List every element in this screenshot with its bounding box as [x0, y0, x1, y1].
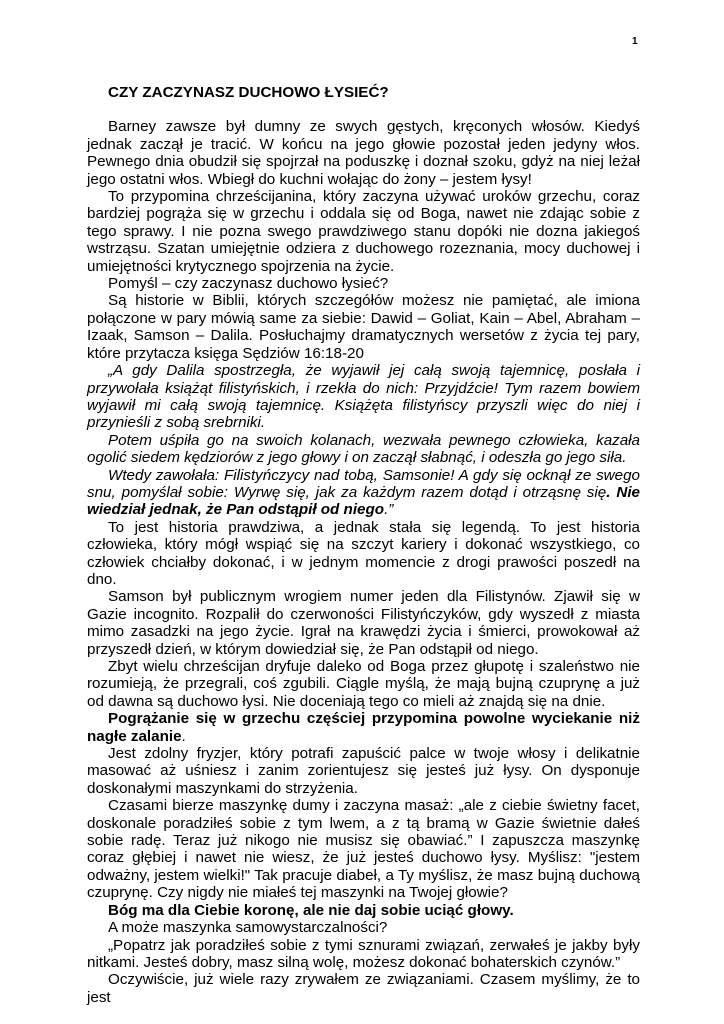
- emphasis-paragraph: Bóg ma dla Ciebie koronę, ale nie daj sobie uciąć głowy.: [108, 901, 514, 919]
- paragraph: Jest zdolny fryzjer, który potrafi zapuścić palce w twoje włosy i delikatnie masować aż uśniesz i zanim zorientujesz się jesteś już łysy. On dysponuje doskonałymi maszynkami do strzyżenia.: [87, 745, 640, 797]
- paragraph: „Popatrz jak poradziłeś sobie z tymi sznurami związań, zerwałeś je jakby były nitkami. Jesteś dobry, masz silną wolę, możesz dokonać bohaterskich czynów.”: [87, 936, 640, 971]
- emphasis-text: Pogrążanie się w grzechu częściej przypomina powolne wyciekanie niż nagłe zalanie: [87, 710, 640, 745]
- article-title: CZY ZACZYNASZ DUCHOWO ŁYSIEĆ?: [108, 84, 389, 101]
- quote-text: Wtedy zawołała: Filistyńczycy nad tobą, Samsonie! A gdy się ocknął ze swego snu, pomyślał sobie: Wyrwę się, jak za każdym razem dotąd i otrząsnę się: [87, 466, 640, 501]
- paragraph: Pomyśl – czy zaczynasz duchowo łysieć?: [108, 275, 389, 293]
- paragraph: Czasami bierze maszynkę dumy i zaczyna masaż: „ale z ciebie świetny facet, doskonale poradziłeś sobie z tym lwem, a z tą bramą w Gazie świetnie dałeś sobie radę. Teraz już nikogo nie musisz się obawiać.” I zapuszcza maszynkę coraz głębiej i nawet nie wiesz, że już jesteś duchowo łysy. Myślisz: "jestem odważny, jestem wielki!" Tak pracuje diabeł, a Ty myślisz, że masz bujną duchową czuprynę. Czy nigdy nie miałeś tej maszynki na Twojej głowie?: [87, 797, 640, 902]
- article-body: [87, 84, 640, 1006]
- page-number: 1: [632, 36, 638, 47]
- bible-quote: „A gdy Dalila spostrzegła, że wyjawił jej całą swoją tajemnicę, posłała i przywołała książąt filistyńskich, i rzekła do nich: Przyjdźcie! Tym razem bowiem wyjawił mi całą swoją tajemnicę. Książęta filistyńscy przyszli więc do niej i przynieśli z sobą srebrniki.: [87, 362, 640, 432]
- quote-end: .”: [384, 501, 394, 519]
- paragraph: To przypomina chrześcijanina, który zaczyna używać uroków grzechu, coraz bardziej pogrąża się w grzechu i oddala się od Boga, nawet nie zdając sobie z tego sprawy. I nie pozna swego prawdziwego stanu dopóki nie dozna jakiegoś wstrząsu. Szatan umiejętnie odziera z duchowego rozeznania, mocy duchowej i umiejętności krytycznego spojrzenia na życie.: [87, 188, 640, 275]
- bible-quote: [87, 467, 640, 519]
- paragraph: Oczywiście, już wiele razy zrywałem ze związaniami. Czasem myślimy, że to jest: [87, 971, 640, 1006]
- paragraph: [87, 710, 640, 745]
- paragraph: Zbyt wielu chrześcijan dryfuje daleko od Boga przez głupotę i szaleństwo nie rozumieją, że przegrali, coś zgubili. Ciągle myślą, że mają bujną czuprynę a już od dawna są duchowo łysi. Nie doceniają tego co mieli aż znajdą się na dnie.: [87, 658, 640, 710]
- paragraph: Są historie w Biblii, których szczegółów możesz nie pamiętać, ale imiona połączone w pary mówią same za siebie: Dawid – Goliat, Kain – Abel, Abraham – Izaak, Samson – Dalila. Posłuchajmy dramatycznych wersetów z życia tej pary, które przytacza księga Sędziów 16:18-20: [87, 292, 640, 362]
- paragraph: Barney zawsze był dumny ze swych gęstych, kręconych włosów. Kiedyś jednak zaczął je tracić. W końcu na jego głowie pozostał jeden jedyny włos. Pewnego dnia obudził się spojrzał na poduszkę i doznał szoku, gdyż na niej leżał jego ostatni włos. Wbiegł do kuchni wołając do żony – jestem łysy!: [87, 118, 640, 188]
- paragraph: Samson był publicznym wrogiem numer jeden dla Filistynów. Zjawił się w Gazie incognito. Rozpalił do czerwoności Filistyńczyków, gdy wyszedł z miasta mimo zasadzki na jego życie. Igrał na krawędzi życia i śmierci, prowokował aż przyszedł dzień, w którym dowiedział się, że Pan odstąpił od niego.: [87, 588, 640, 658]
- bible-quote: Potem uśpiła go na swoich kolanach, wezwała pewnego człowieka, kazała ogolić siedem kędziorów z jego głowy i on zaczął słabnąć, i odeszła go jego siła.: [87, 431, 640, 467]
- paragraph: To jest historia prawdziwa, a jednak stała się legendą. To jest historia człowieka, który mógł wspiąć się na szczyt kariery i dokonać wszystkiego, co człowiek chciałby dokonać, i w jednym momencie z drogi prawości poszedł na dno.: [87, 518, 640, 588]
- quote-emphasis: . Nie wiedział jednak, że Pan odstąpił od niego: [87, 483, 640, 519]
- paragraph-end: .: [181, 727, 186, 745]
- paragraph: A może maszynka samowystarczalności?: [108, 919, 388, 937]
